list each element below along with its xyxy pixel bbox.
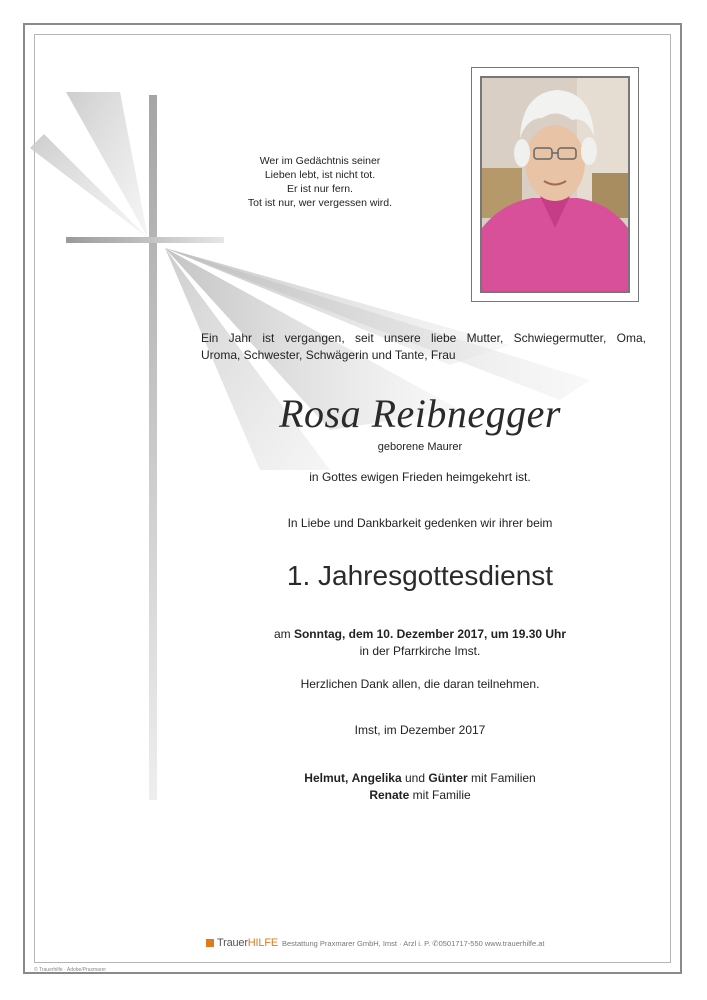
passed-away-text: in Gottes ewigen Frieden heimgekehrt ist. xyxy=(309,470,531,484)
intro-text xyxy=(201,330,646,364)
place-date: Imst, im Dezember 2017 xyxy=(354,723,486,737)
intro-line: Uroma, Schwester, Schwägerin und Tante, Frau xyxy=(201,348,456,362)
memorial-quote xyxy=(220,154,420,210)
quote-line: Lieben lebt, ist nicht tot. xyxy=(264,169,376,181)
family-suffix: mit Familien xyxy=(467,771,536,785)
quote-line: Er ist nur fern. xyxy=(287,183,353,195)
date-prefix: am xyxy=(273,627,294,641)
thanks-text: Herzlichen Dank allen, die daran teilnehmen. xyxy=(300,677,540,691)
portrait-frame xyxy=(471,67,639,302)
family-and: und xyxy=(401,771,429,785)
portrait-image xyxy=(482,78,628,291)
family-suffix: mit Familie xyxy=(409,788,471,802)
service-date xyxy=(190,627,650,641)
date-value: Sonntag, dem 10. Dezember 2017, um 19.30 Uhr xyxy=(293,627,567,641)
ray-upper-1 xyxy=(66,92,148,238)
logo-part: Trauer xyxy=(217,937,248,949)
cross-horizontal-beam xyxy=(66,237,224,243)
copyright-note: © Trauerhilfe · Adobe/Praxmarer xyxy=(34,967,107,973)
service-title: 1. Jahresgottesdienst xyxy=(286,560,554,591)
logo-part-highlight: HILFE xyxy=(247,937,278,949)
family-name: Renate xyxy=(369,788,410,802)
trauerhilfe-logo xyxy=(217,937,278,949)
family-line-2 xyxy=(190,788,650,802)
portrait-photo xyxy=(480,76,630,293)
birth-name: geborene Maurer xyxy=(377,441,463,453)
cross-vertical-beam xyxy=(149,95,157,800)
family-name: Angelika xyxy=(351,771,402,785)
deceased-name: Rosa Reibnegger xyxy=(279,391,561,436)
quote-line: Wer im Gedächtnis seiner xyxy=(259,155,381,167)
footer-contact: Bestattung Praxmarer GmbH, Imst · Arzl i. P. ✆0501717-550 www.trauerhilfe.at xyxy=(281,938,545,948)
family-line-1 xyxy=(190,771,650,785)
trauerhilfe-logo-icon xyxy=(206,939,214,947)
footer xyxy=(206,935,545,951)
quote-line: Tot ist nur, wer vergessen wird. xyxy=(247,197,393,209)
service-church: in der Pfarrkirche Imst. xyxy=(359,644,481,658)
family-name: Günter xyxy=(428,771,468,785)
intro-line: Ein Jahr ist vergangen, seit unsere liebe Mutter, Schwiegermutter, Oma, xyxy=(201,331,646,345)
family-name: Helmut, xyxy=(304,771,349,785)
remembrance-text: In Liebe und Dankbarkeit gedenken wir ihrer beim xyxy=(287,516,553,530)
